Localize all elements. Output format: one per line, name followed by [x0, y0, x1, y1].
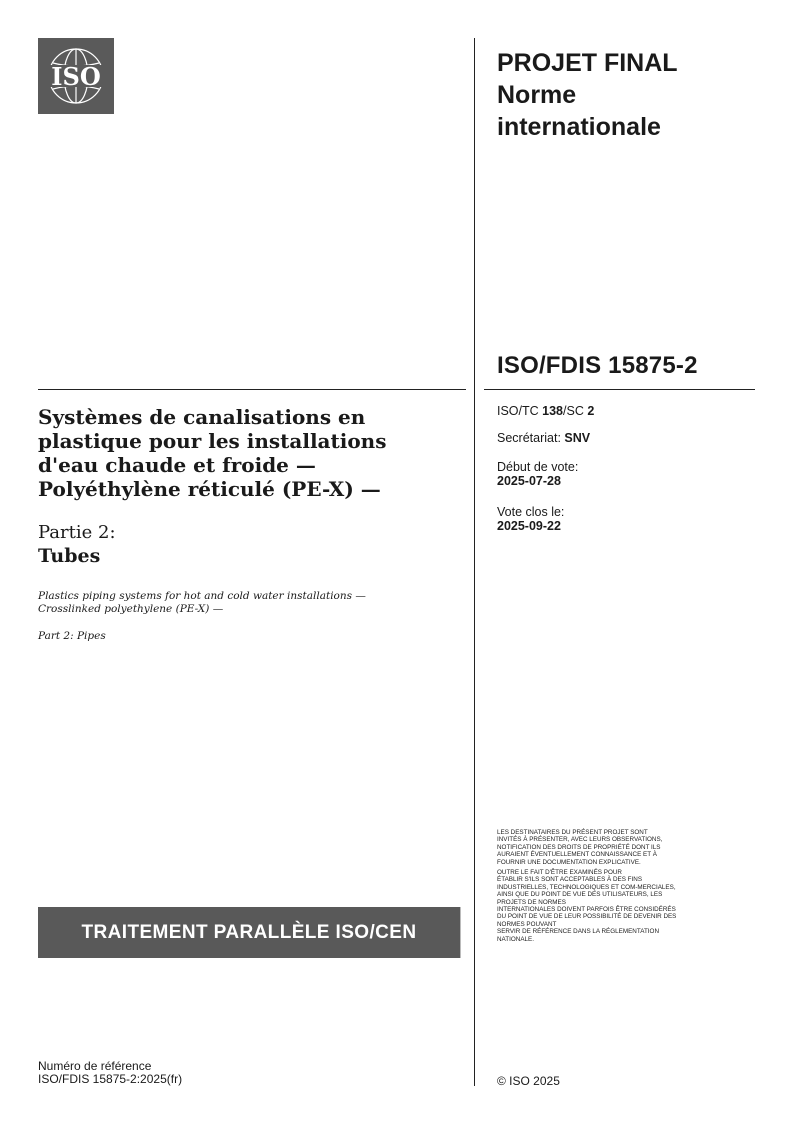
logo-text: ISO — [51, 62, 101, 91]
secretariat-label: Secrétariat: — [497, 431, 565, 445]
vote-end-date: 2025-09-22 — [497, 519, 561, 533]
horizontal-divider-right — [484, 389, 755, 390]
disclaimer-paragraph-1 — [497, 829, 759, 866]
disclaimer-line: AURAIENT ÉVENTUELLEMENT CONNAISSANCE ET À — [497, 851, 657, 859]
disclaimer-line: NORMES POUVANT — [497, 920, 557, 928]
sc-number: 2 — [587, 404, 595, 418]
title-line-4: Polyéthylène réticulé (PE-X) — — [38, 477, 381, 501]
title-line-1: Systèmes de canalisations en — [38, 405, 366, 429]
tc-prefix: ISO/TC — [497, 404, 543, 418]
disclaimer-line: SERVIR DE RÉFÉRENCE DANS LA RÉGLEMENTATION — [497, 928, 660, 936]
disclaimer-line: DU POINT DE VUE DE LEUR POSSIBILITÉ DE DEVENIR DES — [497, 913, 677, 921]
vote-start-date: 2025-07-28 — [497, 474, 561, 488]
english-title-line-2: Crosslinked polyethylene (PE-X) — — [38, 603, 224, 615]
disclaimer-line: NATIONALE. — [497, 935, 534, 943]
copyright: © ISO 2025 — [497, 1074, 560, 1088]
vote-start-label: Début de vote: — [497, 460, 579, 474]
reference-label: Numéro de référence — [38, 1059, 152, 1073]
document-stage — [497, 47, 757, 143]
main-title — [38, 405, 458, 501]
disclaimer-line: ÉTABLIR S'ILS SONT ACCEPTABLES À DES FINS — [497, 876, 643, 884]
part-title: Tubes — [38, 545, 101, 567]
iso-logo — [38, 38, 114, 114]
part-label: Partie 2: — [38, 522, 116, 543]
disclaimer-line: INTERNATIONALES DOIVENT PARFOIS ÊTRE CONSIDÉRÉS — [497, 906, 676, 914]
globe-icon — [38, 38, 114, 114]
english-title — [38, 590, 458, 616]
tc-number: 138 — [542, 404, 564, 418]
disclaimer-line: NOTIFICATION DES DROITS DE PROPRIÉTÉ DONT ILS — [497, 843, 661, 851]
horizontal-divider-left — [38, 389, 466, 390]
disclaimer-line: INVITÉS À PRÉSENTER, AVEC LEURS OBSERVATIONS, — [497, 836, 663, 844]
stage-line-1: PROJET FINAL — [497, 49, 678, 77]
vote-end — [497, 505, 564, 533]
technical-committee — [497, 404, 594, 418]
english-title-line-1: Plastics piping systems for hot and cold water installations — — [38, 590, 366, 602]
stage-line-3: internationale — [497, 113, 661, 141]
english-part-title: Part 2: Pipes — [38, 630, 106, 642]
disclaimer — [497, 829, 759, 946]
reference-number — [38, 1060, 182, 1086]
disclaimer-line: OUTRE LE FAIT D'ÊTRE EXAMINÉS POUR — [497, 869, 622, 877]
disclaimer-paragraph-2 — [497, 869, 759, 943]
reference-value: ISO/FDIS 15875-2:2025(fr) — [38, 1072, 183, 1086]
secretariat — [497, 431, 590, 445]
disclaimer-line: LES DESTINATAIRES DU PRÉSENT PROJET SONT — [497, 829, 648, 836]
parallel-processing-banner — [38, 907, 461, 958]
disclaimer-line: PROJETS DE NORMES — [497, 898, 566, 906]
title-line-3: d'eau chaude et froide — — [38, 453, 316, 477]
disclaimer-line: AINSI QUE DU POINT DE VUE DES UTILISATEURS, LES — [497, 891, 663, 899]
vote-start — [497, 460, 578, 488]
stage-line-2: Norme — [497, 81, 577, 109]
vertical-divider — [474, 38, 475, 1086]
sc-prefix: /SC — [563, 404, 588, 418]
banner-text: TRAITEMENT PARALLÈLE ISO/CEN — [81, 921, 417, 943]
document-number: ISO/FDIS 15875-2 — [497, 352, 698, 379]
disclaimer-line: INDUSTRIELLES, TECHNOLOGIQUES ET COM-MERCIALES, — [497, 883, 676, 891]
title-line-2: plastique pour les installations — [38, 429, 387, 453]
vote-end-label: Vote clos le: — [497, 505, 565, 519]
secretariat-value: SNV — [564, 431, 591, 445]
disclaimer-line: FOURNIR UNE DOCUMENTATION EXPLICATIVE. — [497, 858, 641, 866]
